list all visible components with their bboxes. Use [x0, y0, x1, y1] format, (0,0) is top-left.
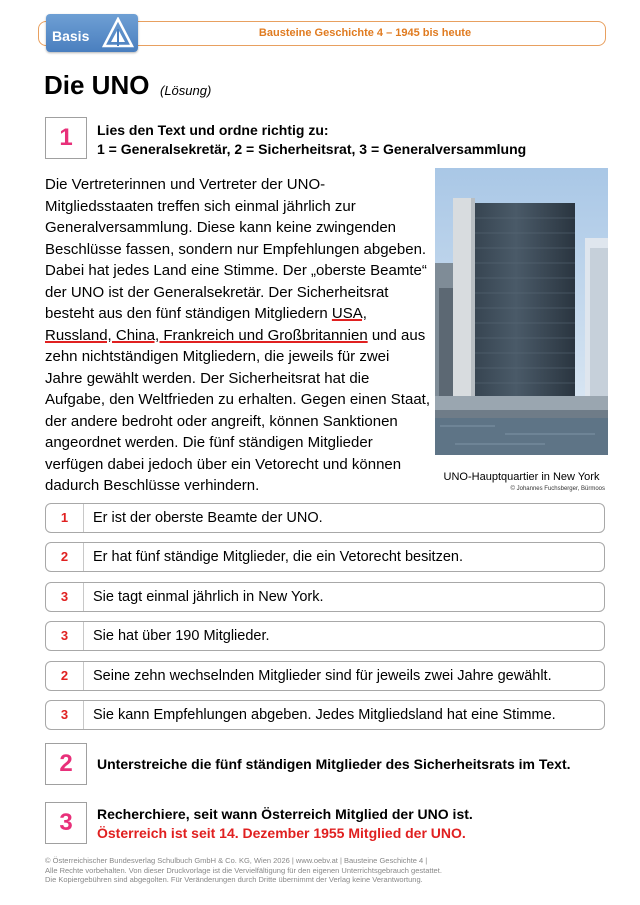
reading-line: Aufgabe, den Weltfrieden zu erhalten. Gegen einen Staat, — [45, 391, 430, 408]
answer-number: 3 — [46, 622, 84, 650]
answer-statement: Sie hat über 190 Mitglieder. — [93, 628, 270, 644]
reading-line — [45, 303, 430, 325]
task-2-number: 2 — [45, 743, 87, 785]
answer-row — [45, 661, 605, 691]
answer-row — [45, 542, 605, 572]
task-3-instruction — [97, 805, 473, 843]
answer-number: 2 — [46, 662, 84, 690]
photo-credit: © Johannes Fuchsberger, Bürmoos — [510, 486, 605, 492]
footer-line: Die Kopiergebühren sind abgegolten. Für Veränderungen durch Dritte übernimmt der Verlag keine Verantwortung. — [45, 875, 423, 884]
task-3-question: Recherchiere, seit wann Österreich Mitglied der UNO ist. — [97, 806, 473, 822]
task-1-line-2: 1 = Generalsekretär, 2 = Sicherheitsrat, 3 = Generalversammlung — [97, 141, 527, 157]
reading-line: Jahre gewählt werden. Der Sicherheitsrat hat die — [45, 369, 370, 387]
answer-statement: Seine zehn wechselnden Mitglieder sind für jeweils zwei Jahre gewählt. — [93, 668, 552, 684]
reading-text-part: und aus — [367, 326, 426, 344]
reading-line: angeordnet werden. Die fünf ständigen Mitglieder — [45, 434, 373, 451]
reading-line: dadurch Beschlüsse verhindern. — [45, 477, 260, 494]
answer-row — [45, 700, 605, 730]
reading-text-part: besteht aus den fünf ständigen Mitgliedern — [45, 305, 332, 322]
task-3-number: 3 — [45, 802, 87, 844]
answer-statement: Er ist der oberste Beamte der UNO. — [93, 510, 323, 526]
footer — [45, 856, 605, 885]
answer-statement: Sie tagt einmal jährlich in New York. — [93, 589, 324, 605]
logo-label: Basis — [52, 28, 90, 44]
answer-row — [45, 503, 605, 533]
task-2-instruction: Unterstreiche die fünf ständigen Mitglieder des Sicherheitsrats im Text. — [97, 756, 571, 772]
answer-row — [45, 621, 605, 651]
photo-caption: UNO-Hauptquartier in New York — [443, 471, 600, 483]
reading-line — [45, 325, 430, 347]
page-subtitle: (Lösung) — [160, 83, 212, 98]
underlined-member-usa: USA, — [331, 305, 367, 322]
answer-statement: Sie kann Empfehlungen abgeben. Jedes Mitgliedsland hat eine Stimme. — [93, 707, 556, 723]
reading-line: Beschlüsse fassen, sondern nur Empfehlungen abgeben. — [45, 240, 427, 258]
reading-text — [45, 174, 430, 497]
task-3-answer: Österreich ist seit 14. Dezember 1955 Mitglied der UNO. — [97, 825, 466, 841]
answer-number: 3 — [46, 583, 84, 611]
footer-line: Alle Rechte vorbehalten. Von dieser Druckvorlage ist die Vervielfältigung für den eigenen Unterrichtsgebrauch gestattet. — [45, 865, 442, 875]
task-1-instruction — [97, 121, 526, 159]
task-1-number: 1 — [45, 117, 87, 159]
answer-number: 2 — [46, 543, 84, 571]
un-headquarters-photo — [435, 168, 608, 455]
triangle-logo-icon — [102, 17, 134, 49]
reading-line: Mitgliedsstaaten treffen sich einmal jährlich zur — [45, 197, 356, 215]
reading-line: Generalversammlung. Diese kann keine zwingenden — [45, 219, 397, 236]
answer-row — [45, 582, 605, 612]
footer-line: © Österreichischer Bundesverlag Schulbuch GmbH & Co. KG, Wien 2026 | www.oebv.at | Bausteine Geschichte 4 | — [45, 856, 428, 865]
reading-line: zehn nichtständigen Mitgliedern, die jeweils für zwei — [45, 348, 390, 365]
un-building-illustration — [435, 168, 608, 455]
reading-line: Die Vertreterinnen und Vertreter der UNO- — [45, 176, 326, 193]
task-1-line-1: Lies den Text und ordne richtig zu: — [97, 122, 329, 138]
answer-statement: Er hat fünf ständige Mitglieder, die ein Vetorecht besitzen. — [93, 549, 463, 565]
reading-line: Dabei hat jedes Land eine Stimme. Der „oberste Beamte“ — [45, 262, 427, 279]
reading-line: der andere bedroht oder angreift, können Sanktionen — [45, 412, 398, 430]
underlined-members: Russland, China, Frankreich und Großbritannien — [45, 326, 368, 344]
header-title: Bausteine Geschichte 4 – 1945 bis heute — [258, 27, 472, 39]
reading-line: der UNO ist der Generalsekretär. Der Sicherheitsrat — [45, 283, 389, 301]
page-title: Die UNO — [44, 70, 150, 100]
reading-line: verfügen dabei jedoch über ein Vetorecht und können — [45, 455, 402, 473]
answer-number: 3 — [46, 701, 84, 729]
answer-number: 1 — [46, 504, 84, 532]
